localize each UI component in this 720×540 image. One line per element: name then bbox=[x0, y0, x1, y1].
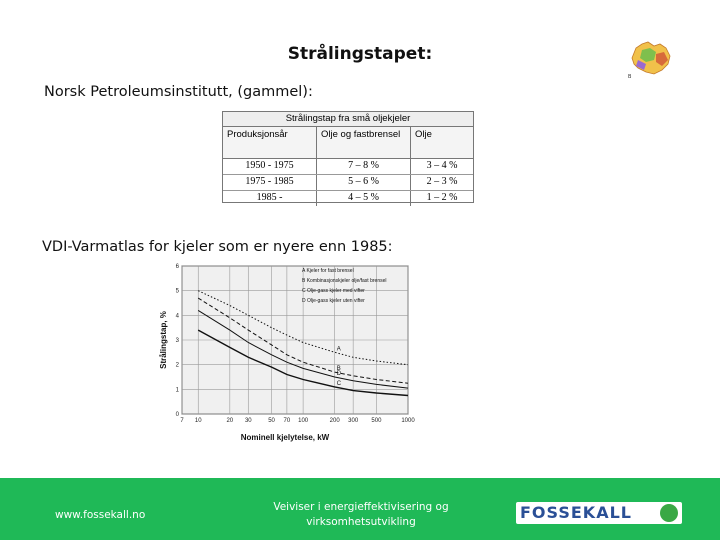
series-label: A bbox=[336, 346, 341, 353]
x-tick-label: 70 bbox=[283, 418, 291, 424]
table-cell: 3 – 4 % bbox=[426, 160, 458, 171]
legend-entry: C Olje-gass kjeler med vifter bbox=[302, 288, 365, 294]
fossekall-logo bbox=[516, 502, 682, 524]
subtitle-bottom: VDI-Varmatlas for kjeler som er nyere enn 1985: bbox=[42, 239, 393, 255]
x-tick-label: 7 bbox=[180, 418, 184, 424]
norway-map-icon bbox=[626, 38, 674, 80]
x-tick-label: 20 bbox=[226, 418, 234, 424]
svg-text:B: B bbox=[628, 74, 632, 80]
subtitle-top: Norsk Petroleumsinstitutt, (gammel): bbox=[44, 84, 313, 100]
series-label: D bbox=[336, 371, 342, 377]
y-tick-label: 0 bbox=[175, 412, 179, 418]
series-label: C bbox=[336, 380, 342, 387]
table-cell: 1985 - bbox=[223, 191, 317, 206]
x-axis-label: Nominell kjelytelse, kW bbox=[240, 433, 330, 442]
legend-entry: B Kombinasjonskjeler olje/fast brensel bbox=[302, 278, 387, 284]
table-row bbox=[223, 159, 473, 175]
table-cell: 2 – 3 % bbox=[426, 176, 458, 187]
table-row bbox=[223, 175, 473, 191]
logo-circle-icon bbox=[660, 504, 678, 522]
legend-entry: D Olje-gass kjeler uten vifter bbox=[302, 298, 365, 304]
table-caption: Strålingstap fra små oljekjeler bbox=[223, 112, 473, 127]
table-cell: 1950 - 1975 bbox=[223, 159, 317, 174]
legend-entry: A Kjeler for fast brensel bbox=[302, 268, 354, 274]
table-cell: 7 – 8 % bbox=[317, 159, 411, 174]
x-tick-label: 30 bbox=[244, 418, 252, 424]
x-tick-label: 1000 bbox=[401, 418, 415, 424]
slide-title: Strålingstapet: bbox=[287, 44, 433, 64]
x-tick-label: 500 bbox=[371, 418, 382, 424]
radiation-loss-table bbox=[222, 111, 474, 203]
table-header-cell: Produksjonsår bbox=[223, 127, 317, 158]
x-tick-label: 10 bbox=[194, 418, 202, 424]
table-cell: 1975 - 1985 bbox=[223, 175, 317, 190]
footer-tagline: Veiviser i energieffektivisering og virksomhetsutvikling bbox=[273, 501, 449, 528]
table-cell: 4 – 5 % bbox=[317, 191, 411, 206]
y-tick-label: 3 bbox=[175, 338, 179, 344]
y-tick-label: 6 bbox=[175, 264, 179, 270]
table-row bbox=[223, 191, 473, 206]
radiation-loss-chart bbox=[158, 258, 420, 448]
logo-text: FOSSEKALL bbox=[520, 503, 632, 522]
footer-url[interactable]: www.fossekall.no bbox=[55, 509, 146, 521]
table-cell: 5 – 6 % bbox=[317, 175, 411, 190]
y-tick-label: 4 bbox=[175, 313, 179, 320]
footer-bar bbox=[0, 478, 720, 540]
table-header-cell: Olje bbox=[415, 129, 432, 140]
x-tick-label: 200 bbox=[329, 418, 340, 424]
series-label: B bbox=[336, 366, 341, 373]
y-axis-label: Strålingstap, % bbox=[159, 311, 168, 369]
table-header-cell: Olje og fastbrensel bbox=[317, 127, 411, 158]
x-tick-label: 100 bbox=[298, 418, 309, 424]
y-tick-label: 2 bbox=[175, 362, 179, 369]
table-header-row bbox=[223, 127, 473, 159]
y-tick-label: 1 bbox=[175, 387, 179, 394]
table-cell: 1 – 2 % bbox=[426, 192, 458, 203]
x-tick-label: 50 bbox=[268, 418, 275, 424]
y-tick-label: 5 bbox=[175, 288, 179, 295]
x-tick-label: 300 bbox=[348, 418, 359, 424]
